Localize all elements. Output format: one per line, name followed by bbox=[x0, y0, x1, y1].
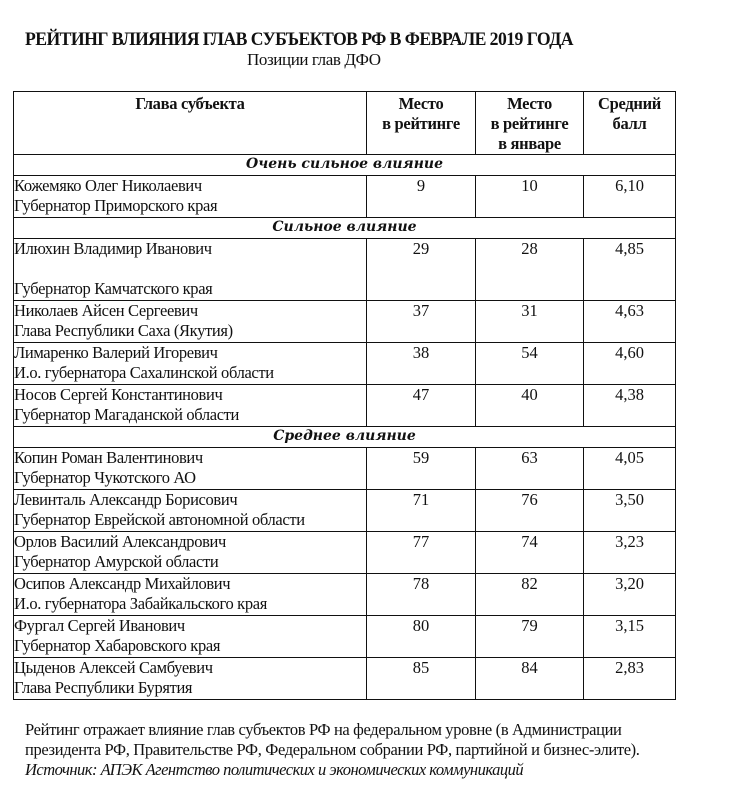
table-row bbox=[14, 176, 676, 218]
head-cell bbox=[14, 239, 367, 301]
head-cell bbox=[14, 658, 367, 700]
score-cell: 4,63 bbox=[584, 301, 676, 343]
score-cell: 3,20 bbox=[584, 574, 676, 616]
document-subtitle: Позиции глав ДФО bbox=[247, 50, 381, 69]
score-cell: 2,83 bbox=[584, 658, 676, 700]
rank-january-cell: 40 bbox=[476, 385, 584, 427]
head-position: Губернатор Амурской области bbox=[14, 552, 219, 571]
source-citation: Источник: АПЭК Агентство политических и экономических коммуникаций bbox=[25, 760, 524, 779]
head-position: Губернатор Хабаровского края bbox=[14, 636, 221, 655]
head-cell bbox=[14, 343, 367, 385]
section-title: Сильное влияние bbox=[14, 218, 676, 239]
head-position: Глава Республики Саха (Якутия) bbox=[14, 321, 233, 340]
head-cell bbox=[14, 574, 367, 616]
head-cell bbox=[14, 385, 367, 427]
rank-cell: 77 bbox=[367, 532, 476, 574]
table-row bbox=[14, 301, 676, 343]
footnote-line-1: Рейтинг отражает влияние глав субъектов РФ на федеральном уровне (в Администрации bbox=[25, 720, 622, 739]
head-position: Губернатор Еврейской автономной области bbox=[14, 510, 305, 529]
rank-cell: 9 bbox=[367, 176, 476, 218]
document-title: РЕЙТИНГ ВЛИЯНИЯ ГЛАВ СУБЪЕКТОВ РФ В ФЕВРАЛЕ 2019 ГОДА bbox=[25, 29, 574, 50]
head-position: Губернатор Чукотского АО bbox=[14, 468, 196, 487]
rank-cell: 37 bbox=[367, 301, 476, 343]
score-cell: 4,05 bbox=[584, 448, 676, 490]
table-row bbox=[14, 490, 676, 532]
head-name: Илюхин Владимир Иванович bbox=[14, 239, 212, 258]
column-header-rank-january-line1: Место bbox=[507, 94, 552, 113]
column-header-rank-line2: в рейтинге bbox=[382, 114, 460, 133]
rank-cell: 38 bbox=[367, 343, 476, 385]
head-name: Копин Роман Валентинович bbox=[14, 448, 203, 467]
rank-cell: 80 bbox=[367, 616, 476, 658]
head-cell bbox=[14, 301, 367, 343]
head-name: Кожемяко Олег Николаевич bbox=[14, 176, 202, 195]
score-cell: 3,50 bbox=[584, 490, 676, 532]
rank-cell: 59 bbox=[367, 448, 476, 490]
rank-january-cell: 79 bbox=[476, 616, 584, 658]
table-row bbox=[14, 239, 676, 301]
table-row bbox=[14, 343, 676, 385]
head-position: И.о. губернатора Забайкальского края bbox=[14, 594, 267, 613]
table-row bbox=[14, 574, 676, 616]
head-position: Губернатор Приморского края bbox=[14, 196, 218, 215]
rank-cell: 71 bbox=[367, 490, 476, 532]
head-position: И.о. губернатора Сахалинской области bbox=[14, 363, 274, 382]
head-name: Левинталь Александр Борисович bbox=[14, 490, 238, 509]
table-row bbox=[14, 658, 676, 700]
rank-january-cell: 10 bbox=[476, 176, 584, 218]
column-header-rank-january-line2: в рейтинге bbox=[490, 114, 569, 133]
rank-january-cell: 82 bbox=[476, 574, 584, 616]
head-name: Фургал Сергей Иванович bbox=[14, 616, 185, 635]
head-name: Осипов Александр Михайлович bbox=[14, 574, 231, 593]
column-header-rank bbox=[367, 92, 476, 155]
rank-cell: 47 bbox=[367, 385, 476, 427]
column-header-head-label: Глава субъекта bbox=[135, 94, 245, 113]
table-row bbox=[14, 532, 676, 574]
table-row bbox=[14, 385, 676, 427]
table-row bbox=[14, 616, 676, 658]
column-header-score bbox=[584, 92, 676, 155]
score-cell: 4,38 bbox=[584, 385, 676, 427]
column-header-rank-january bbox=[476, 92, 584, 155]
head-name: Лимаренко Валерий Игоревич bbox=[14, 343, 218, 362]
footnote-line-2: президента РФ, Правительстве РФ, Федеральном собрании РФ, партийной и бизнес-элите). bbox=[25, 740, 640, 759]
score-cell: 4,85 bbox=[584, 239, 676, 301]
head-cell bbox=[14, 448, 367, 490]
rank-january-cell: 54 bbox=[476, 343, 584, 385]
table-row bbox=[14, 448, 676, 490]
section-title: Очень сильное влияние bbox=[14, 155, 676, 176]
score-cell: 6,10 bbox=[584, 176, 676, 218]
score-cell: 3,15 bbox=[584, 616, 676, 658]
section-row-strong bbox=[14, 218, 676, 239]
rank-january-cell: 31 bbox=[476, 301, 584, 343]
head-cell bbox=[14, 616, 367, 658]
rank-january-cell: 74 bbox=[476, 532, 584, 574]
head-name: Цыденов Алексей Самбуевич bbox=[14, 658, 213, 677]
head-cell bbox=[14, 176, 367, 218]
rank-january-cell: 84 bbox=[476, 658, 584, 700]
head-position: Губернатор Магаданской области bbox=[14, 405, 240, 424]
score-cell: 4,60 bbox=[584, 343, 676, 385]
section-title: Среднее влияние bbox=[14, 427, 676, 448]
head-position: Губернатор Камчатского края bbox=[14, 279, 213, 298]
rating-table bbox=[13, 91, 676, 700]
head-cell bbox=[14, 490, 367, 532]
section-row-very-strong bbox=[14, 155, 676, 176]
rank-cell: 78 bbox=[367, 574, 476, 616]
head-name: Николаев Айсен Сергеевич bbox=[14, 301, 198, 320]
column-header-head bbox=[14, 92, 367, 155]
score-cell: 3,23 bbox=[584, 532, 676, 574]
footnote bbox=[25, 720, 640, 780]
rank-cell: 85 bbox=[367, 658, 476, 700]
head-name: Носов Сергей Константинович bbox=[14, 385, 223, 404]
column-header-rank-january-line3: в январе bbox=[498, 134, 561, 153]
head-position: Глава Республики Бурятия bbox=[14, 678, 193, 697]
column-header-score-line2: балл bbox=[612, 114, 647, 133]
rank-january-cell: 28 bbox=[476, 239, 584, 301]
rank-january-cell: 63 bbox=[476, 448, 584, 490]
head-name: Орлов Василий Александрович bbox=[14, 532, 226, 551]
section-row-medium bbox=[14, 427, 676, 448]
column-header-rank-line1: Место bbox=[398, 94, 444, 113]
table-header-row bbox=[14, 92, 676, 155]
head-cell bbox=[14, 532, 367, 574]
rank-january-cell: 76 bbox=[476, 490, 584, 532]
rank-cell: 29 bbox=[367, 239, 476, 301]
column-header-score-line1: Средний bbox=[598, 94, 661, 113]
